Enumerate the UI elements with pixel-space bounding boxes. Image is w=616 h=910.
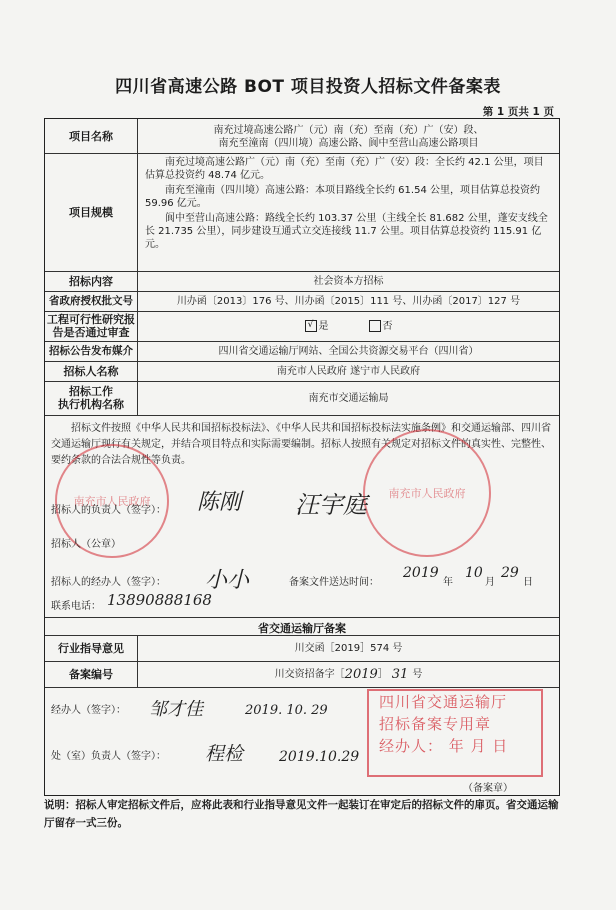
head-sign-label: 招标人的负责人（签字）： xyxy=(51,505,166,516)
project-scale-value xyxy=(145,156,553,253)
seal-label: 招标人（公章） xyxy=(51,539,121,550)
record-stamp-line1: 四川省交通运输厅 xyxy=(379,693,508,711)
phone-number: 13890888168 xyxy=(107,591,212,609)
executing-agency-line2: 执行机构名称 xyxy=(58,398,124,411)
no-option[interactable] xyxy=(369,320,393,333)
record-no-label: 备案编号 xyxy=(69,667,113,681)
yes-checkbox[interactable]: √ xyxy=(305,320,317,332)
dept-section-heading: 省交通运输厅备案 xyxy=(258,622,346,635)
chief-label: 处（室）负责人（签字）： xyxy=(51,751,166,762)
head-signature-2: 汪宇庭 xyxy=(295,491,367,519)
record-stamp-line2: 招标备案专用章 xyxy=(379,715,492,733)
send-time-label: 备案文件送达时间： xyxy=(289,577,379,588)
month-unit: 月 xyxy=(485,577,495,588)
scale-item: 南充至潼南（四川境）高速公路：本项目路线全长约 61.54 公里，项目估算总投资约 59.96 亿元。 xyxy=(145,185,540,209)
guidance-value: 川交函［2019］574 号 xyxy=(294,642,403,654)
feasibility-options xyxy=(138,311,559,341)
record-no-prefix: 川交资招备字［ xyxy=(274,668,345,680)
send-day: 29 xyxy=(501,565,519,581)
year-unit: 年 xyxy=(443,577,453,588)
yes-label: 是 xyxy=(318,320,329,332)
tenderer-value: 南充市人民政府 遂宁市人民政府 xyxy=(276,365,421,377)
footer-note: 说明：招标人审定招标文件后，应将此表和行业指导意见文件一起装订在审定后的招标文件的扉页。省交通运输厅留存一式三份。 xyxy=(44,799,559,829)
scale-item: 南充过境高速公路广（元）南（充）至南（充）广（安）段：全长约 42.1 公里，项目估算总投资约 48.74 亿元。 xyxy=(145,157,544,181)
feasibility-label xyxy=(45,311,137,341)
send-month: 10 xyxy=(465,565,483,581)
announcement-media-value: 四川省交通运输厅网站、全国公共资源交易平台（四川省） xyxy=(218,345,479,357)
project-name-line1: 南充过境高速公路广（元）南（充）至南（充）广（安）段、 xyxy=(213,125,484,136)
record-form xyxy=(44,118,560,796)
approval-doc-label: 省政府授权批文号 xyxy=(49,294,133,307)
send-year: 2019 xyxy=(403,565,439,581)
handler-signature: 小小 xyxy=(205,568,250,593)
handler-sign-label: 招标人的经办人（签字）： xyxy=(51,577,166,588)
no-checkbox[interactable] xyxy=(369,320,381,332)
approval-doc-value: 川办函〔2013〕176 号、川办函〔2015〕111 号、川办函〔2017〕127 号 xyxy=(176,295,521,307)
record-no-value xyxy=(138,661,559,687)
record-stamp-line3: 经办人： 年 月 日 xyxy=(379,737,509,755)
project-scale-label: 项目规模 xyxy=(69,205,113,219)
chief-date: 2019.10.29 xyxy=(279,749,360,765)
day-unit: 日 xyxy=(523,577,533,588)
record-no-mid: ］ xyxy=(377,668,388,680)
scale-item: 阆中至营山高速公路：路线全长约 103.37 公里（主线全长 81.682 公里，蓬安支线全长 21.735 公里），同步建设互通式立交连接线 11.7 公里。项目估算总投资约 115.91 亿元。 xyxy=(145,213,548,250)
no-label: 否 xyxy=(382,320,393,332)
feasibility-label-line2: 告是否通过审查 xyxy=(52,326,130,339)
yes-option[interactable] xyxy=(305,320,329,333)
feasibility-label-line1: 工程可行性研究报 xyxy=(47,313,135,326)
statement-text: 招标文件按照《中华人民共和国招标投标法》、《中华人民共和国招标投标法实施条例》和交通运输部、四川省交通运输厅现行有关规定，并结合项目特点和实际需要编制。招标人按照有关规定对招标文件的真实性、完整性、要约条款的合法合规性等负责。 xyxy=(51,423,551,466)
dept-handler-date: 2019. 10. 29 xyxy=(245,703,328,718)
seal-stamp-right xyxy=(363,429,491,557)
form-title: 四川省高速公路 BOT 项目投资人招标文件备案表 xyxy=(115,77,501,97)
executing-agency-label xyxy=(45,381,137,415)
executing-agency-value: 南充市交通运输局 xyxy=(308,392,389,404)
record-stamp xyxy=(367,689,543,777)
record-no-suffix: 号 xyxy=(412,668,423,680)
dept-handler-label: 经办人（签字）： xyxy=(51,705,126,716)
record-no-year: 2019 xyxy=(344,666,378,682)
executing-agency-line1: 招标工作 xyxy=(69,385,113,398)
project-name-value xyxy=(138,121,559,153)
project-name-label: 项目名称 xyxy=(69,129,113,143)
head-signature-1: 陈刚 xyxy=(197,490,242,515)
tenderer-label: 招标人名称 xyxy=(63,364,119,378)
phone-label: 联系电话： xyxy=(51,601,101,612)
seal-stamp-right-text: 南充市人民政府 xyxy=(388,487,466,500)
page-info: 第 1 页共 1 页 xyxy=(482,106,554,118)
tender-content-label: 招标内容 xyxy=(69,274,113,288)
tender-content-value: 社会资本方招标 xyxy=(313,275,384,287)
announcement-media-label: 招标公告发布媒介 xyxy=(49,344,133,357)
guidance-label: 行业指导意见 xyxy=(58,641,124,655)
chief-signature: 程检 xyxy=(205,743,244,765)
dept-handler-signature: 邹才佳 xyxy=(149,699,203,720)
project-name-line2: 南充至潼南（四川境）高速公路、阆中至营山高速公路项目 xyxy=(218,138,479,149)
seal-note: （备案章） xyxy=(463,783,513,794)
record-no-num: 31 xyxy=(391,666,409,682)
seal-stamp-left-text: 南充市人民政府 xyxy=(73,495,151,508)
